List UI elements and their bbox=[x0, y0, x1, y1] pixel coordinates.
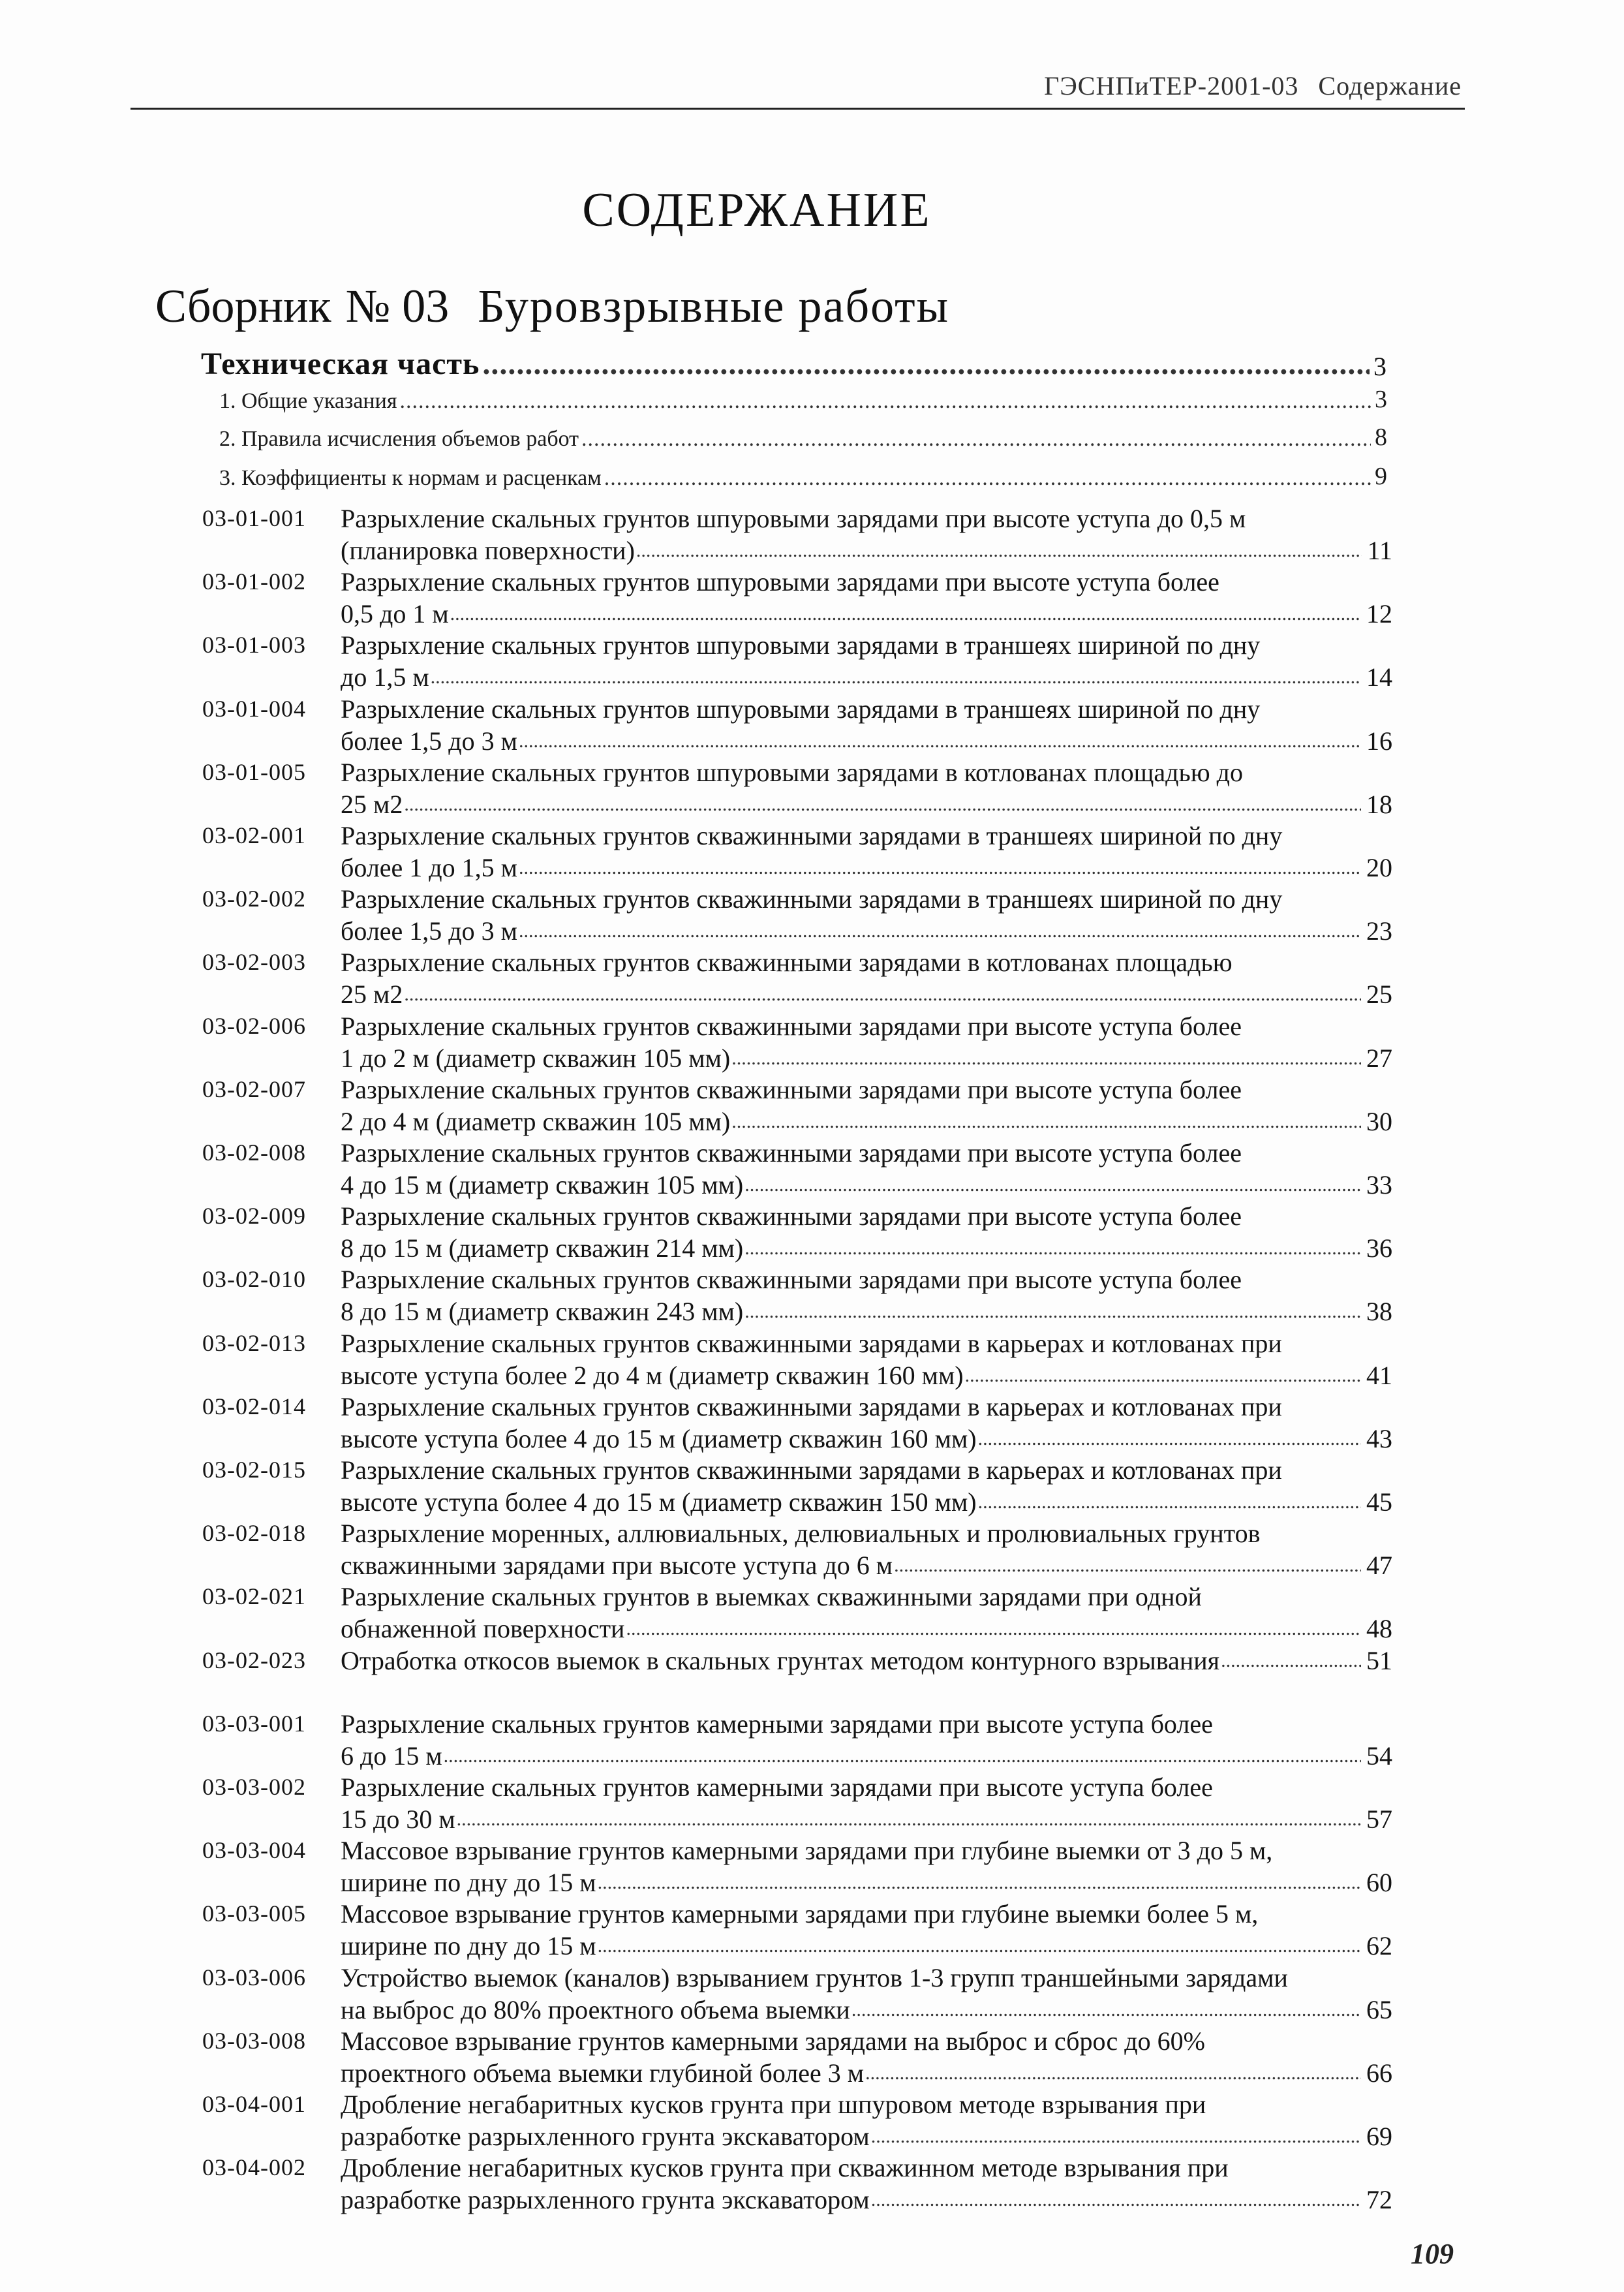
entry-title: Разрыхление моренных, аллювиальных, делювиальных и пролювиальных грунтов bbox=[341, 1519, 1261, 1548]
dot-leader bbox=[444, 1740, 1361, 1772]
entry-leader-line bbox=[341, 2184, 1392, 2216]
entry-leader-line bbox=[341, 534, 1392, 566]
entry-title-continued: на выброс до 80% проектного объема выемки bbox=[341, 1995, 850, 2024]
entry-leader-line bbox=[341, 1645, 1392, 1677]
entry-page: 69 bbox=[1366, 2122, 1392, 2151]
toc-row-volume-rules[interactable] bbox=[219, 423, 1387, 452]
entry-leader-line bbox=[341, 1740, 1392, 1772]
entry-title: Разрыхление скальных грунтов шпуровыми зарядами в котлованах площадью до bbox=[341, 758, 1243, 787]
entry-title: Разрыхление скальных грунтов шпуровыми зарядами в траншеях шириной по дну bbox=[341, 630, 1261, 660]
entry-leader-line bbox=[341, 1930, 1392, 1962]
toc-label: 2. Правила исчисления объемов работ bbox=[219, 427, 579, 451]
entry-code: 03-02-023 bbox=[202, 1647, 306, 1673]
entry-title: Разрыхление скальных грунтов камерными зарядами при высоте уступа более bbox=[341, 1773, 1213, 1802]
entry-title: Разрыхление скальных грунтов скважинными зарядами в траншеях шириной по дну bbox=[341, 884, 1283, 914]
entry-title: Разрыхление скальных грунтов скважинными зарядами в траншеях шириной по дну bbox=[341, 821, 1283, 850]
entry-title: Массовое взрывание грунтов камерными зарядами при глубине выемки более 5 м, bbox=[341, 1899, 1259, 1928]
entry-page: 12 bbox=[1366, 599, 1392, 628]
dot-leader bbox=[1221, 1645, 1361, 1677]
entry-title: Разрыхление скальных грунтов скважинными зарядами в карьерах и котлованах при bbox=[341, 1455, 1282, 1485]
running-header bbox=[1005, 70, 1462, 101]
dot-leader bbox=[482, 346, 1370, 382]
entry-page: 11 bbox=[1367, 536, 1392, 565]
collection-title bbox=[155, 279, 949, 333]
entry-page: 57 bbox=[1366, 1804, 1392, 1834]
entry-page: 54 bbox=[1366, 1741, 1392, 1771]
entry-code: 03-02-007 bbox=[202, 1076, 306, 1102]
entry-code: 03-04-002 bbox=[202, 2154, 306, 2180]
entry-page: 43 bbox=[1366, 1424, 1392, 1453]
entry-page: 62 bbox=[1366, 1931, 1392, 1960]
dot-leader bbox=[744, 1232, 1361, 1264]
entry-code: 03-02-008 bbox=[202, 1139, 306, 1166]
entry-code: 03-02-001 bbox=[202, 822, 306, 848]
dot-leader bbox=[404, 978, 1361, 1010]
entry-leader-line bbox=[341, 1106, 1392, 1138]
collection-label: Сборник bbox=[155, 280, 331, 332]
dot-leader bbox=[744, 1295, 1361, 1327]
page-number: 109 bbox=[1411, 2238, 1454, 2270]
dot-leader bbox=[404, 788, 1361, 820]
entry-leader-line bbox=[341, 661, 1392, 693]
entry-leader-line bbox=[341, 1803, 1392, 1835]
dot-leader bbox=[731, 1042, 1361, 1074]
entry-title-continued: 6 до 15 м bbox=[341, 1741, 442, 1771]
entry-code: 03-03-006 bbox=[202, 1964, 306, 1990]
dot-leader bbox=[636, 534, 1362, 566]
entry-page: 14 bbox=[1366, 662, 1392, 692]
entry-leader-line bbox=[341, 788, 1392, 820]
entry-code: 03-01-002 bbox=[202, 568, 306, 595]
entry-code: 03-03-005 bbox=[202, 1900, 306, 1927]
entry-title-continued: 0,5 до 1 м bbox=[341, 599, 449, 628]
entry-code: 03-02-006 bbox=[202, 1013, 306, 1039]
entry-leader-line bbox=[341, 1295, 1392, 1327]
entry-title: Дробление негабаритных кусков грунта при шпуровом методе взрывания при bbox=[341, 2090, 1206, 2119]
entry-page: 66 bbox=[1366, 2058, 1392, 2088]
entry-code: 03-02-018 bbox=[202, 1520, 306, 1546]
entry-page: 45 bbox=[1366, 1487, 1392, 1517]
entry-code: 03-01-003 bbox=[202, 632, 306, 658]
entry-leader-line bbox=[341, 1042, 1392, 1074]
entry-title-continued: более 1,5 до 3 м bbox=[341, 916, 517, 946]
entry-code: 03-02-014 bbox=[202, 1393, 306, 1419]
entry-leader-line bbox=[341, 1486, 1392, 1518]
dot-leader bbox=[894, 1549, 1361, 1581]
entry-code: 03-02-015 bbox=[202, 1457, 306, 1483]
entry-code: 03-03-008 bbox=[202, 2028, 306, 2054]
entry-page: 38 bbox=[1366, 1297, 1392, 1326]
entry-code: 03-02-003 bbox=[202, 949, 306, 975]
entry-title: Разрыхление скальных грунтов скважинными зарядами при высоте уступа более bbox=[341, 1138, 1242, 1168]
toc-label: 3. Коэффициенты к нормам и расценкам bbox=[219, 466, 602, 490]
entry-title: Дробление негабаритных кусков грунта при скважинном методе взрывания при bbox=[341, 2153, 1229, 2182]
collection-number: № 03 bbox=[345, 280, 450, 332]
entry-title-continued: разработке разрыхленного грунта экскаватором bbox=[341, 2185, 870, 2214]
entry-code: 03-02-009 bbox=[202, 1203, 306, 1229]
entry-page: 41 bbox=[1366, 1361, 1392, 1390]
entry-page: 25 bbox=[1366, 980, 1392, 1009]
dot-leader bbox=[965, 1359, 1361, 1391]
header-section: Содержание bbox=[1318, 71, 1462, 101]
entry-title-continued: более 1 до 1,5 м bbox=[341, 853, 517, 882]
entry-title-continued: высоте уступа более 2 до 4 м (диаметр скважин 160 мм) bbox=[341, 1361, 964, 1390]
entry-title-continued: 15 до 30 м bbox=[341, 1804, 455, 1834]
entry-page: 23 bbox=[1366, 916, 1392, 946]
dot-leader bbox=[519, 725, 1361, 757]
entry-title: Массовое взрывание грунтов камерными зарядами на выброс и сброс до 60% bbox=[341, 2026, 1205, 2056]
dot-leader bbox=[731, 1106, 1361, 1138]
entry-code: 03-03-002 bbox=[202, 1774, 306, 1800]
entry-leader-line bbox=[341, 1359, 1392, 1391]
entry-page: 47 bbox=[1366, 1551, 1392, 1580]
dot-leader bbox=[851, 1994, 1361, 2026]
entry-leader-line bbox=[341, 1169, 1392, 1201]
entry-title-continued: обнаженной поверхности bbox=[341, 1614, 625, 1643]
entry-leader-line bbox=[341, 1866, 1392, 1898]
entry-title: Разрыхление скальных грунтов скважинными зарядами при высоте уступа более bbox=[341, 1075, 1242, 1104]
entry-title-continued: (планировка поверхности) bbox=[341, 536, 635, 565]
entry-code: 03-02-002 bbox=[202, 886, 306, 912]
header-code: ГЭСНПиТЕР-2001-03 bbox=[1044, 71, 1299, 101]
dot-leader bbox=[871, 2184, 1361, 2216]
page-title: СОДЕРЖАНИЕ bbox=[582, 183, 932, 237]
dot-leader bbox=[399, 389, 1371, 414]
entry-title-continued: разработке разрыхленного грунта экскаватором bbox=[341, 2122, 870, 2151]
entry-title-continued: высоте уступа более 4 до 15 м (диаметр скважин 160 мм) bbox=[341, 1424, 977, 1453]
toc-row-general-instructions[interactable] bbox=[219, 385, 1387, 414]
entry-code: 03-03-001 bbox=[202, 1711, 306, 1737]
entry-title: Разрыхление скальных грунтов скважинными зарядами при высоте уступа более bbox=[341, 1201, 1242, 1231]
entry-page: 60 bbox=[1366, 1868, 1392, 1897]
entry-title: Разрыхление скальных грунтов скважинными зарядами в котлованах площадью bbox=[341, 948, 1233, 977]
entry-code: 03-01-004 bbox=[202, 696, 306, 722]
entry-page: 16 bbox=[1366, 726, 1392, 756]
dot-leader bbox=[581, 427, 1371, 452]
header-rule bbox=[130, 108, 1465, 110]
entry-title-continued: 8 до 15 м (диаметр скважин 243 мм) bbox=[341, 1297, 744, 1326]
toc-row-technical-part[interactable] bbox=[201, 346, 1387, 382]
toc-page: 3 bbox=[1375, 386, 1387, 413]
dot-leader bbox=[978, 1486, 1361, 1518]
entry-title: Разрыхление скальных грунтов скважинными зарядами при высоте уступа более bbox=[341, 1265, 1242, 1294]
entry-page: 33 bbox=[1366, 1170, 1392, 1200]
entry-title-continued: 4 до 15 м (диаметр скважин 105 мм) bbox=[341, 1170, 744, 1200]
entry-leader-line bbox=[341, 915, 1392, 947]
toc-row-coefficients[interactable] bbox=[219, 462, 1387, 491]
toc-page: 8 bbox=[1375, 424, 1387, 451]
dot-leader bbox=[450, 598, 1361, 630]
entry-title: Разрыхление скальных грунтов шпуровыми зарядами при высоте уступа до 0,5 м bbox=[341, 504, 1246, 533]
entry-title: Массовое взрывание грунтов камерными зарядами при глубине выемки от 3 до 5 м, bbox=[341, 1836, 1273, 1865]
entry-title-continued: 25 м2 bbox=[341, 980, 403, 1009]
entry-code: 03-02-010 bbox=[202, 1266, 306, 1292]
collection-name: Буровзрывные работы bbox=[478, 280, 949, 332]
entry-title-continued: 1 до 2 м (диаметр скважин 105 мм) bbox=[341, 1044, 731, 1073]
entry-leader-line bbox=[341, 852, 1392, 884]
entry-code: 03-02-021 bbox=[202, 1583, 306, 1609]
entry-page: 36 bbox=[1366, 1233, 1392, 1263]
entry-page: 51 bbox=[1366, 1646, 1392, 1675]
entry-page: 72 bbox=[1366, 2185, 1392, 2214]
entry-title: Разрыхление скальных грунтов скважинными зарядами в карьерах и котлованах при bbox=[341, 1329, 1282, 1358]
entry-title-continued: ширине по дну до 15 м bbox=[341, 1868, 596, 1897]
entry-title-continued: скважинными зарядами при высоте уступа до 6 м bbox=[341, 1551, 893, 1580]
entry-title-continued: более 1,5 до 3 м bbox=[341, 726, 517, 756]
entry-title: Разрыхление скальных грунтов камерными зарядами при высоте уступа более bbox=[341, 1709, 1213, 1739]
entry-title: Разрыхление скальных грунтов шпуровыми зарядами в траншеях шириной по дну bbox=[341, 694, 1261, 724]
entry-leader-line bbox=[341, 725, 1392, 757]
toc-label: 1. Общие указания bbox=[219, 389, 397, 413]
entry-code: 03-03-004 bbox=[202, 1837, 306, 1863]
entry-title-continued: 8 до 15 м (диаметр скважин 214 мм) bbox=[341, 1233, 744, 1263]
entry-leader-line bbox=[341, 978, 1392, 1010]
dot-leader bbox=[604, 466, 1371, 491]
dot-leader bbox=[865, 2057, 1361, 2089]
entry-page: 20 bbox=[1366, 853, 1392, 882]
entry-title: Разрыхление скальных грунтов в выемках скважинными зарядами при одной bbox=[341, 1582, 1202, 1611]
entry-leader-line bbox=[341, 598, 1392, 630]
entry-title: Разрыхление скальных грунтов скважинными зарядами в карьерах и котлованах при bbox=[341, 1392, 1282, 1421]
entry-title-continued: высоте уступа более 4 до 15 м (диаметр скважин 150 мм) bbox=[341, 1487, 977, 1517]
dot-leader bbox=[598, 1866, 1361, 1898]
entry-code: 03-01-001 bbox=[202, 505, 306, 531]
dot-leader bbox=[744, 1169, 1361, 1201]
dot-leader bbox=[978, 1423, 1361, 1455]
entry-page: 65 bbox=[1366, 1995, 1392, 2024]
entry-title-continued: Отработка откосов выемок в скальных грунтах методом контурного взрывания bbox=[341, 1646, 1220, 1675]
entry-page: 30 bbox=[1366, 1107, 1392, 1136]
entry-leader-line bbox=[341, 1994, 1392, 2026]
entry-title-continued: 2 до 4 м (диаметр скважин 105 мм) bbox=[341, 1107, 731, 1136]
toc-page: 3 bbox=[1373, 352, 1387, 381]
entry-leader-line bbox=[341, 1423, 1392, 1455]
entry-page: 18 bbox=[1366, 790, 1392, 819]
entry-code: 03-02-013 bbox=[202, 1330, 306, 1356]
entry-leader-line bbox=[341, 1613, 1392, 1645]
dot-leader bbox=[519, 852, 1361, 884]
entry-title: Разрыхление скальных грунтов шпуровыми зарядами при высоте уступа более bbox=[341, 567, 1219, 596]
toc-label: Техническая часть bbox=[201, 347, 480, 381]
dot-leader bbox=[626, 1613, 1361, 1645]
entry-leader-line bbox=[341, 1232, 1392, 1264]
dot-leader bbox=[871, 2120, 1361, 2152]
entry-page: 27 bbox=[1366, 1044, 1392, 1073]
dot-leader bbox=[519, 915, 1361, 947]
entry-title-continued: 25 м2 bbox=[341, 790, 403, 819]
entry-leader-line bbox=[341, 2057, 1392, 2089]
dot-leader bbox=[598, 1930, 1361, 1962]
entry-leader-line bbox=[341, 1549, 1392, 1581]
toc-page: 9 bbox=[1375, 463, 1387, 490]
dot-leader bbox=[431, 661, 1361, 693]
entry-page: 48 bbox=[1366, 1614, 1392, 1643]
entry-title-continued: до 1,5 м bbox=[341, 662, 429, 692]
dot-leader bbox=[457, 1803, 1361, 1835]
entry-title-continued: ширине по дну до 15 м bbox=[341, 1931, 596, 1960]
entry-title-continued: проектного объема выемки глубиной более 3 м bbox=[341, 2058, 865, 2088]
entry-title: Устройство выемок (каналов) взрыванием грунтов 1-3 групп траншейными зарядами bbox=[341, 1963, 1288, 1992]
entry-leader-line bbox=[341, 2120, 1392, 2152]
entry-code: 03-01-005 bbox=[202, 759, 306, 785]
entry-code: 03-04-001 bbox=[202, 2091, 306, 2117]
entry-title: Разрыхление скальных грунтов скважинными зарядами при высоте уступа более bbox=[341, 1012, 1242, 1041]
